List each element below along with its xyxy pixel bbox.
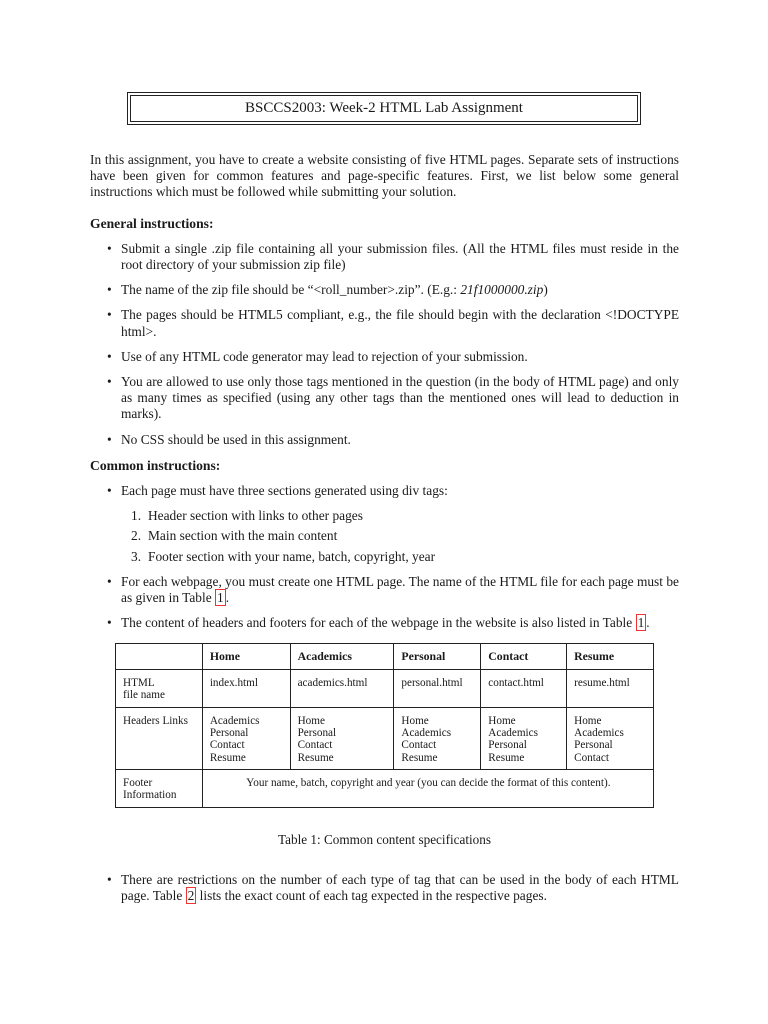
table-row [116,669,654,707]
table-cell: personal.html [394,669,481,707]
general-instructions-heading: General instructions: [90,215,214,231]
row-label: HTML file name [116,669,203,707]
row-label: Headers Links [116,707,203,769]
table-cell: resume.html [567,669,654,707]
list-item: • The content of headers and footers for each of the webpage in the website is also listed in Table 1 . [107,615,650,631]
row-label: Footer Information [116,769,203,807]
table-header-cell: Academics [290,644,394,669]
list-item: 1. Header section with links to other pages [131,508,363,524]
bullet-icon: • [107,431,112,447]
list-item: 2. Main section with the main content [131,528,338,544]
list-item: • Each page must have three sections generated using div tags: 1. Header section with links to other pages 2. Main section with the main content 3. Footer section with your name, batch, copyright, year [90,483,679,565]
table-reference-link[interactable]: 2 [187,888,195,904]
table-cell: contact.html [481,669,567,707]
table-header-cell: Contact [481,644,567,669]
list-item: • The name of the zip file should be “<roll_number>.zip”. (E.g.: 21f1000000.zip) [107,282,548,298]
footer-info-cell: Your name, batch, copyright and year (you can decide the format of this content). [202,769,653,807]
list-item: • You are allowed to use only those tags mentioned in the question (in the body of HTML page) and only as many times as specified (using any other tags than the mentioned ones will lead to deduction in marks). [107,374,679,422]
common-instructions-heading: Common instructions: [90,457,221,473]
table-reference-link[interactable]: 1 [217,590,224,606]
general-instructions-list [90,241,679,448]
bullet-icon: • [107,348,112,364]
section-list [121,508,679,565]
table-header-cell [116,644,203,669]
bullet-icon: • [107,374,112,390]
table-cell: index.html [202,669,290,707]
page-title: BSCCS2003: Week-2 HTML Lab Assignment [130,95,638,122]
bullet-icon: • [107,307,112,323]
table-header-cell: Personal [394,644,481,669]
list-item: • No CSS should be used in this assignment. [107,431,351,447]
table-header-row [116,644,654,669]
table-cell: Home Academics Contact Resume [394,707,481,769]
list-item: • For each webpage, you must create one HTML page. The name of the HTML file for each page must be as given in Table 1 . [107,573,679,606]
table-header-cell: Home [202,644,290,669]
table-caption: Table 1: Common content specifications [278,831,491,847]
list-item: • Submit a single .zip file containing all your submission files. (All the HTML files must reside in the root directory of your submission zip file) [107,240,679,273]
common-instructions-list [90,483,679,631]
list-item: 3. Footer section with your name, batch, copyright, year [131,548,436,564]
bullet-icon: • [107,872,112,888]
table-row [116,769,654,807]
bullet-icon: • [107,573,112,589]
list-item: • Use of any HTML code generator may lead to rejection of your submission. [107,348,528,364]
bullet-icon: • [107,282,112,298]
table-header-cell: Resume [567,644,654,669]
bullet-icon: • [107,483,112,499]
bullet-icon: • [107,615,112,631]
table-cell: Home Academics Personal Resume [481,707,567,769]
table-cell: Home Academics Personal Contact [567,707,654,769]
title-box [127,92,641,125]
table-cell: Academics Personal Contact Resume [202,707,290,769]
restrictions-list [90,872,679,904]
zip-example: 21f1000000.zip [460,282,544,298]
table-cell: academics.html [290,669,394,707]
document-body [90,152,679,905]
content-spec-table [115,643,654,807]
table-cell: Home Personal Contact Resume [290,707,394,769]
bullet-icon: • [107,240,112,256]
table-row [116,707,654,769]
table-reference-link[interactable]: 1 [637,615,645,631]
list-item: • The pages should be HTML5 compliant, e.g., the file should begin with the declaration <!DOCTYPE html>. [107,307,679,339]
list-item: • There are restrictions on the number of each type of tag that can be used in the body of each HTML page. Table 2 lists the exact count of each tag expected in the respective pages. [107,872,679,904]
intro-paragraph: In this assignment, you have to create a website consisting of five HTML pages. Separate sets of instructions have been given for common features and page-specific features. First, we list below some general instructions which must be followed while submitting your solution. [90,152,679,200]
